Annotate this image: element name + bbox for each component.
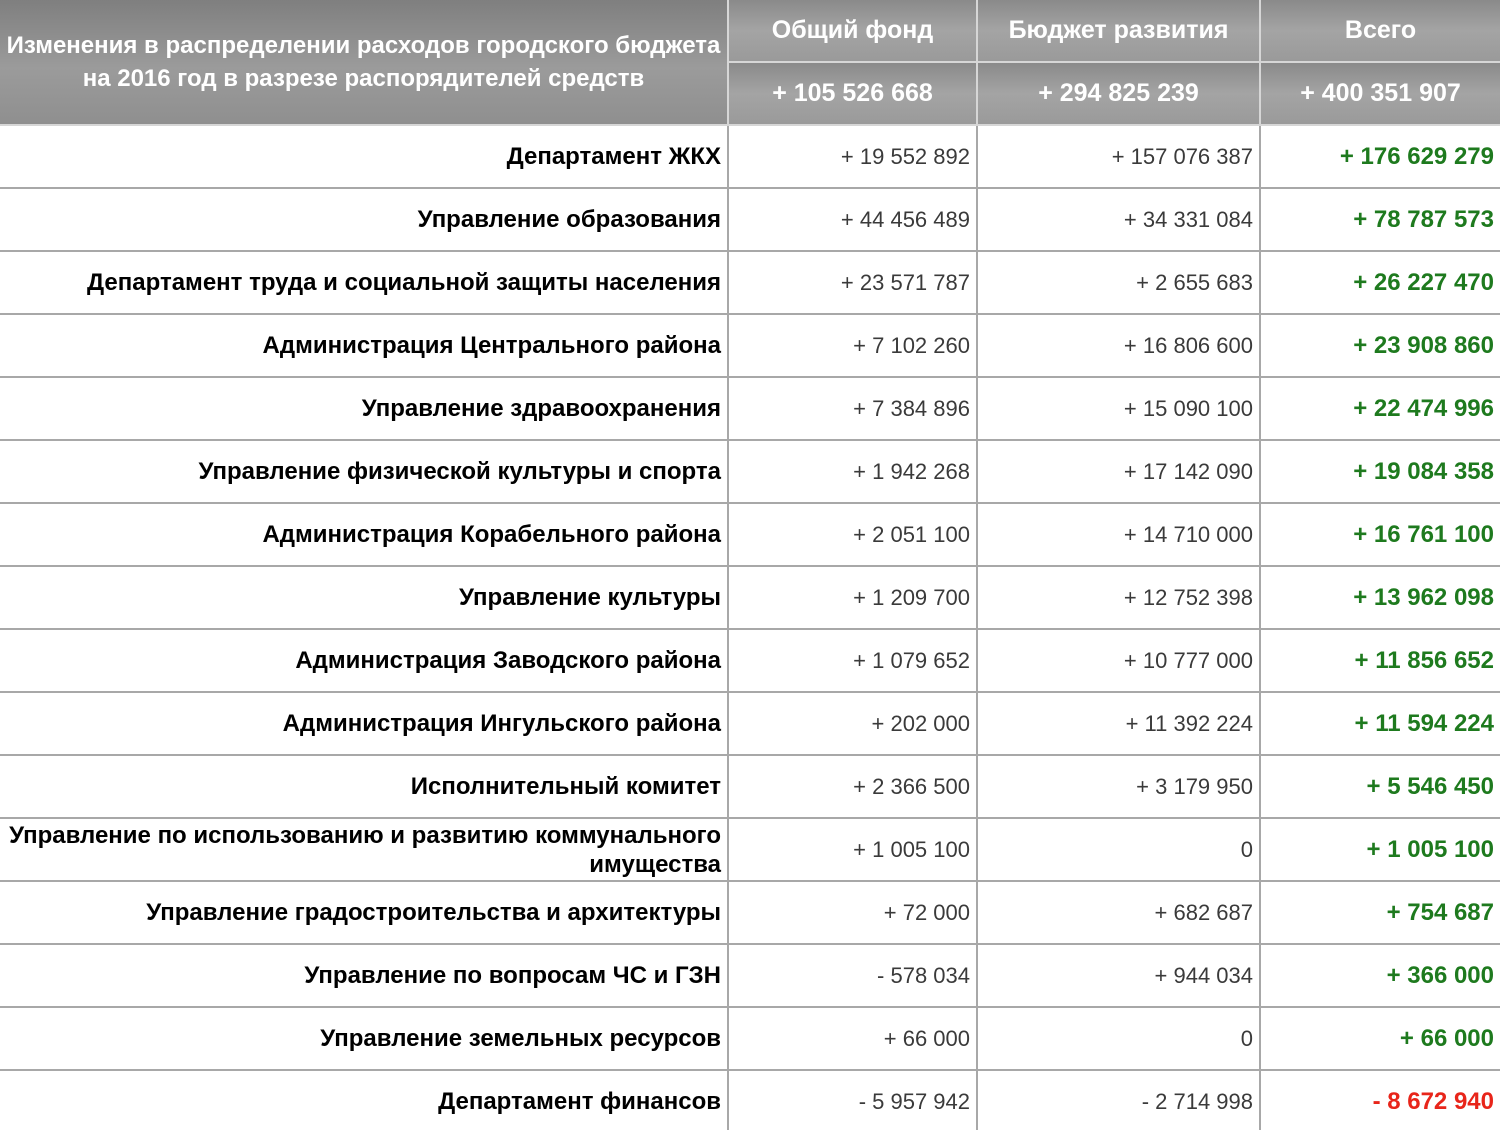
general-fund-cell: + 1 209 700 [728, 566, 977, 629]
total-cell: + 176 629 279 [1260, 125, 1500, 188]
development-budget-cell: 0 [977, 1007, 1260, 1070]
general-fund-cell: + 7 102 260 [728, 314, 977, 377]
table-row [0, 566, 1500, 629]
recipient-name-cell: Администрация Заводского района [0, 629, 728, 692]
recipient-name-cell: Управление по вопросам ЧС и ГЗН [0, 944, 728, 1007]
table-row [0, 440, 1500, 503]
total-cell: + 11 594 224 [1260, 692, 1500, 755]
development-budget-cell: + 3 179 950 [977, 755, 1260, 818]
development-budget-cell: + 15 090 100 [977, 377, 1260, 440]
recipient-name-cell: Администрация Ингульского района [0, 692, 728, 755]
general-fund-cell: + 19 552 892 [728, 125, 977, 188]
total-cell: + 23 908 860 [1260, 314, 1500, 377]
column-header-development-budget: Бюджет развития [977, 0, 1260, 62]
recipient-name-cell: Управление здравоохранения [0, 377, 728, 440]
development-budget-cell: + 944 034 [977, 944, 1260, 1007]
development-budget-cell: + 2 655 683 [977, 251, 1260, 314]
recipient-name-cell: Администрация Корабельного района [0, 503, 728, 566]
general-fund-cell: + 202 000 [728, 692, 977, 755]
general-fund-cell: + 66 000 [728, 1007, 977, 1070]
table-row [0, 377, 1500, 440]
table-row [0, 314, 1500, 377]
total-cell: + 5 546 450 [1260, 755, 1500, 818]
total-cell: + 78 787 573 [1260, 188, 1500, 251]
general-fund-cell: + 7 384 896 [728, 377, 977, 440]
general-fund-cell: + 23 571 787 [728, 251, 977, 314]
recipient-name-cell: Управление образования [0, 188, 728, 251]
sum-general-fund: + 105 526 668 [728, 62, 977, 125]
development-budget-cell: 0 [977, 818, 1260, 881]
table-row [0, 881, 1500, 944]
table-row [0, 629, 1500, 692]
total-cell: + 26 227 470 [1260, 251, 1500, 314]
table-row [0, 692, 1500, 755]
column-header-general-fund: Общий фонд [728, 0, 977, 62]
recipient-name-cell: Администрация Центрального района [0, 314, 728, 377]
table-row [0, 1070, 1500, 1130]
development-budget-cell: + 14 710 000 [977, 503, 1260, 566]
table-row [0, 944, 1500, 1007]
sum-development-budget: + 294 825 239 [977, 62, 1260, 125]
general-fund-cell: + 1 942 268 [728, 440, 977, 503]
total-cell: + 13 962 098 [1260, 566, 1500, 629]
recipient-name-cell: Управление земельных ресурсов [0, 1007, 728, 1070]
recipient-name-cell: Департамент ЖКХ [0, 125, 728, 188]
general-fund-cell: - 578 034 [728, 944, 977, 1007]
general-fund-cell: + 1 005 100 [728, 818, 977, 881]
column-header-total: Всего [1260, 0, 1500, 62]
development-budget-cell: + 157 076 387 [977, 125, 1260, 188]
table-row [0, 251, 1500, 314]
table-title: Изменения в распределении расходов городского бюджета на 2016 год в разрезе распорядителей средств [0, 0, 728, 125]
general-fund-cell: + 44 456 489 [728, 188, 977, 251]
development-budget-cell: + 17 142 090 [977, 440, 1260, 503]
total-cell: + 1 005 100 [1260, 818, 1500, 881]
total-cell: + 366 000 [1260, 944, 1500, 1007]
total-cell: + 19 084 358 [1260, 440, 1500, 503]
recipient-name-cell: Департамент финансов [0, 1070, 728, 1130]
table-row [0, 755, 1500, 818]
table-row [0, 1007, 1500, 1070]
development-budget-cell: + 16 806 600 [977, 314, 1260, 377]
recipient-name-cell: Управление культуры [0, 566, 728, 629]
table-row [0, 125, 1500, 188]
general-fund-cell: - 5 957 942 [728, 1070, 977, 1130]
general-fund-cell: + 2 366 500 [728, 755, 977, 818]
table-row [0, 818, 1500, 881]
total-cell: - 8 672 940 [1260, 1070, 1500, 1130]
recipient-name-cell: Управление физической культуры и спорта [0, 440, 728, 503]
total-cell: + 11 856 652 [1260, 629, 1500, 692]
general-fund-cell: + 2 051 100 [728, 503, 977, 566]
development-budget-cell: + 12 752 398 [977, 566, 1260, 629]
table-body [0, 125, 1500, 1130]
general-fund-cell: + 1 079 652 [728, 629, 977, 692]
development-budget-cell: - 2 714 998 [977, 1070, 1260, 1130]
table-header [0, 0, 1500, 125]
table-row [0, 188, 1500, 251]
general-fund-cell: + 72 000 [728, 881, 977, 944]
development-budget-cell: + 34 331 084 [977, 188, 1260, 251]
recipient-name-cell: Департамент труда и социальной защиты населения [0, 251, 728, 314]
recipient-name-cell: Управление по использованию и развитию коммунального имущества [0, 818, 728, 881]
total-cell: + 22 474 996 [1260, 377, 1500, 440]
total-cell: + 754 687 [1260, 881, 1500, 944]
total-cell: + 66 000 [1260, 1007, 1500, 1070]
total-cell: + 16 761 100 [1260, 503, 1500, 566]
sum-total: + 400 351 907 [1260, 62, 1500, 125]
recipient-name-cell: Управление градостроительства и архитектуры [0, 881, 728, 944]
table-row [0, 503, 1500, 566]
recipient-name-cell: Исполнительный комитет [0, 755, 728, 818]
development-budget-cell: + 682 687 [977, 881, 1260, 944]
development-budget-cell: + 11 392 224 [977, 692, 1260, 755]
development-budget-cell: + 10 777 000 [977, 629, 1260, 692]
